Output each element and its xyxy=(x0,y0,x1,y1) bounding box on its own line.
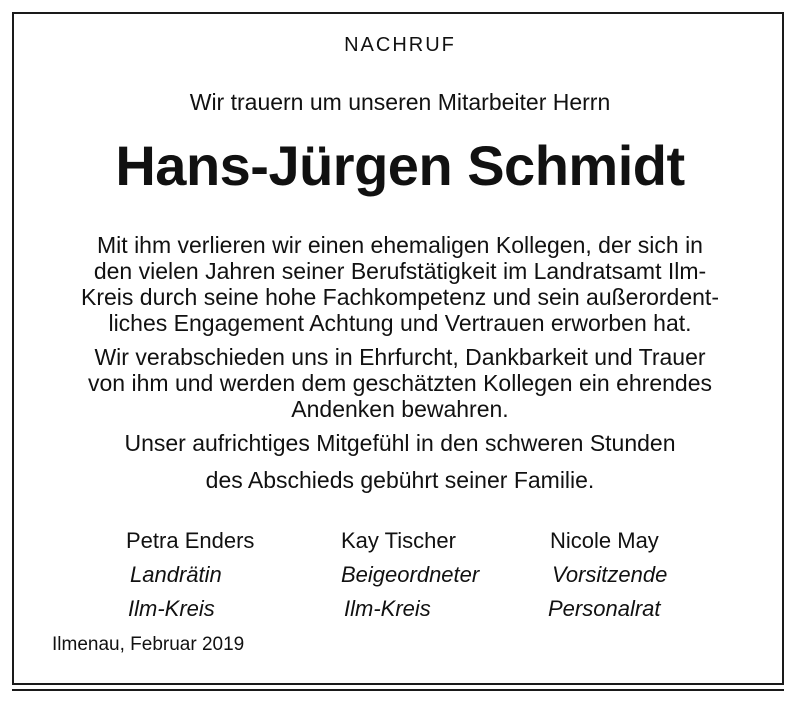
tribute-text xyxy=(0,232,800,422)
text-line: Kreis durch seine hohe Fachkompetenz und sein außerordent- xyxy=(81,284,719,310)
signatory-1 xyxy=(126,528,254,622)
place-date: Ilmenau, Februar 2019 xyxy=(52,634,245,655)
signatory-name: Petra Enders xyxy=(126,528,255,553)
notice-heading: NACHRUF xyxy=(344,34,456,56)
signatory-3 xyxy=(550,528,667,622)
text-line: den vielen Jahren seiner Berufstätigkeit im Landratsamt Ilm- xyxy=(93,258,707,284)
signatory-org: Ilm-Kreis xyxy=(344,596,431,621)
tribute-paragraph-2 xyxy=(0,344,800,422)
text-line: Unser aufrichtiges Mitgefühl in den schweren Stunden xyxy=(124,430,676,456)
deceased-name: Hans-Jürgen Schmidt xyxy=(115,134,685,197)
signatory-name: Nicole May xyxy=(550,528,659,553)
frame-bottom-rule xyxy=(12,689,784,691)
intro-line: Wir trauern um unseren Mitarbeiter Herrn xyxy=(189,89,611,115)
condolence-text xyxy=(0,425,800,499)
text-line: von ihm und werden dem geschätzten Kollegen ein ehrendes xyxy=(88,370,712,396)
signatory-org: Ilm-Kreis xyxy=(128,596,215,621)
text-line: des Abschieds gebührt seiner Familie. xyxy=(205,467,595,493)
signatory-role: Beigeordneter xyxy=(341,562,480,587)
signatory-name: Kay Tischer xyxy=(341,528,456,553)
tribute-paragraph-1 xyxy=(0,232,800,336)
text-line: Andenken bewahren. xyxy=(291,396,509,422)
signatory-org: Personalrat xyxy=(548,596,661,621)
signatory-2 xyxy=(341,528,479,622)
signatory-role: Landrätin xyxy=(130,562,222,587)
signatory-role: Vorsitzende xyxy=(552,562,668,587)
text-line: liches Engagement Achtung und Vertrauen erworben hat. xyxy=(108,310,692,336)
text-line: Wir verabschieden uns in Ehrfurcht, Dankbarkeit und Trauer xyxy=(94,344,706,370)
text-line: Mit ihm verlieren wir einen ehemaligen Kollegen, der sich in xyxy=(97,232,703,258)
